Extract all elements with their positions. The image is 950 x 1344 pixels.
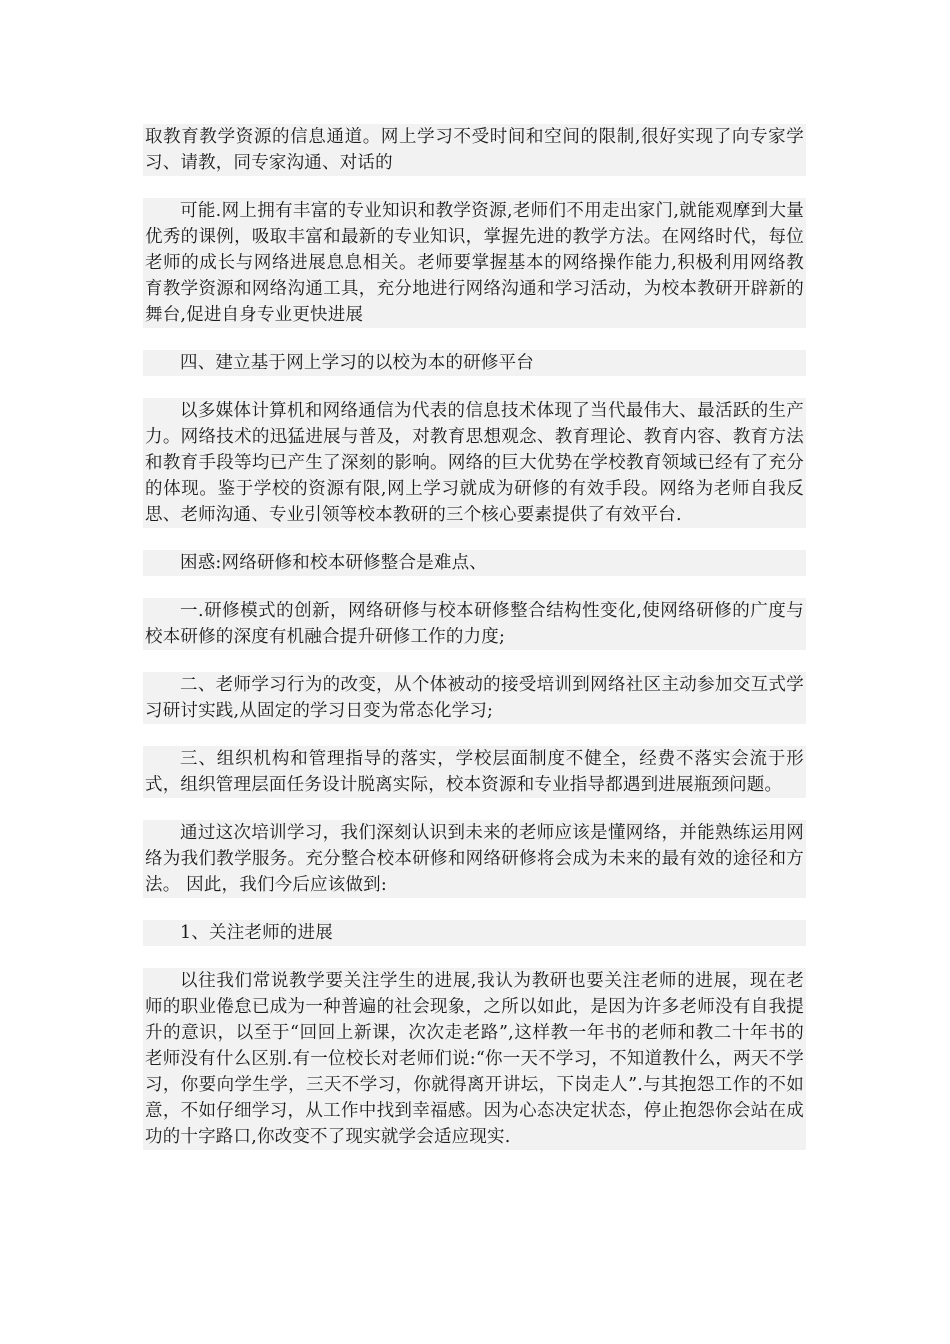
paragraph-spacer — [143, 328, 806, 350]
paragraph-spacer — [143, 898, 806, 920]
paragraph-text: 以往我们常说教学要关注学生的进展,我认为教研也要关注老师的进展，现在老师的职业倦怠已成为一种普遍的社会现象，之所以如此，是因为许多老师没有自我提升的意识，以至于“回回上新课，次次走老路”,这样教一年书的老师和教二十年书的老师没有什么区别.有一位校长对老师们说:“你一天不学习，不知道教什么，两天不学习，你要向学生学，三天不学习，你就得离开讲坛，下岗走人”.与其抱怨工作的不如意，不如仔细学习，从工作中找到幸福感。因为心态决定状态，停止抱怨你会站在成功的十字路口,你改变不了现实就学会适应现实. — [145, 971, 804, 1147]
paragraph-text: 通过这次培训学习，我们深刻认识到未来的老师应该是懂网络，并能熟练运用网络为我们教学服务。充分整合校本研修和网络研修将会成为未来的最有效的途径和方法。 因此，我们今后应该做到: — [145, 823, 804, 895]
paragraph-8 — [143, 820, 806, 898]
paragraph-spacer — [143, 176, 806, 198]
paragraph-1 — [143, 124, 806, 176]
paragraph-5 — [143, 598, 806, 650]
paragraph-spacer — [143, 376, 806, 398]
paragraph-4 — [143, 550, 806, 576]
section-heading-1 — [143, 920, 806, 946]
paragraph-text: 取教育教学资源的信息通道。网上学习不受时间和空间的限制,很好实现了向专家学习、请教，同专家沟通、对话的 — [145, 127, 804, 173]
paragraph-3 — [143, 398, 806, 528]
section-heading: 1、关注老师的进展 — [180, 923, 333, 943]
section-heading-4 — [143, 350, 806, 376]
paragraph-text: 以多媒体计算机和网络通信为代表的信息技术体现了当代最伟大、最活跃的生产力。网络技术的迅猛进展与普及，对教育思想观念、教育理论、教育内容、教育方法和教育手段等均已产生了深刻的影响。网络的巨大优势在学校教育领域已经有了充分的体现。鉴于学校的资源有限,网上学习就成为研修的有效手段。网络为老师自我反思、老师沟通、专业引领等校本教研的三个核心要素提供了有效平台. — [145, 401, 804, 525]
paragraph-6 — [143, 672, 806, 724]
paragraph-9 — [143, 968, 806, 1150]
section-heading: 四、建立基于网上学习的以校为本的研修平台 — [180, 353, 534, 373]
paragraph-text: 困惑:网络研修和校本研修整合是难点、 — [180, 553, 487, 573]
paragraph-text: 二、老师学习行为的改变，从个体被动的接受培训到网络社区主动参加交互式学习研讨实践,从固定的学习日变为常态化学习; — [145, 675, 804, 721]
paragraph-text: 三、组织机构和管理指导的落实，学校层面制度不健全，经费不落实会流于形式，组织管理层面任务设计脱离实际，校本资源和专业指导都遇到进展瓶颈问题。 — [145, 749, 804, 795]
paragraph-spacer — [143, 650, 806, 672]
paragraph-2 — [143, 198, 806, 328]
paragraph-spacer — [143, 724, 806, 746]
paragraph-spacer — [143, 576, 806, 598]
paragraph-spacer — [143, 946, 806, 968]
paragraph-text: 可能.网上拥有丰富的专业知识和教学资源,老师们不用走出家门,就能观摩到大量优秀的课例，吸取丰富和最新的专业知识，掌握先进的教学方法。在网络时代，每位老师的成长与网络进展息息相关。老师要掌握基本的网络操作能力,积极利用网络教育教学资源和网络沟通工具，充分地进行网络沟通和学习活动，为校本教研开辟新的舞台,促进自身专业更快进展 — [145, 201, 804, 325]
paragraph-spacer — [143, 528, 806, 550]
document-page — [143, 124, 806, 1150]
paragraph-7 — [143, 746, 806, 798]
paragraph-spacer — [143, 798, 806, 820]
paragraph-text: 一.研修模式的创新，网络研修与校本研修整合结构性变化,使网络研修的广度与校本研修的深度有机融合提升研修工作的力度; — [145, 601, 804, 647]
